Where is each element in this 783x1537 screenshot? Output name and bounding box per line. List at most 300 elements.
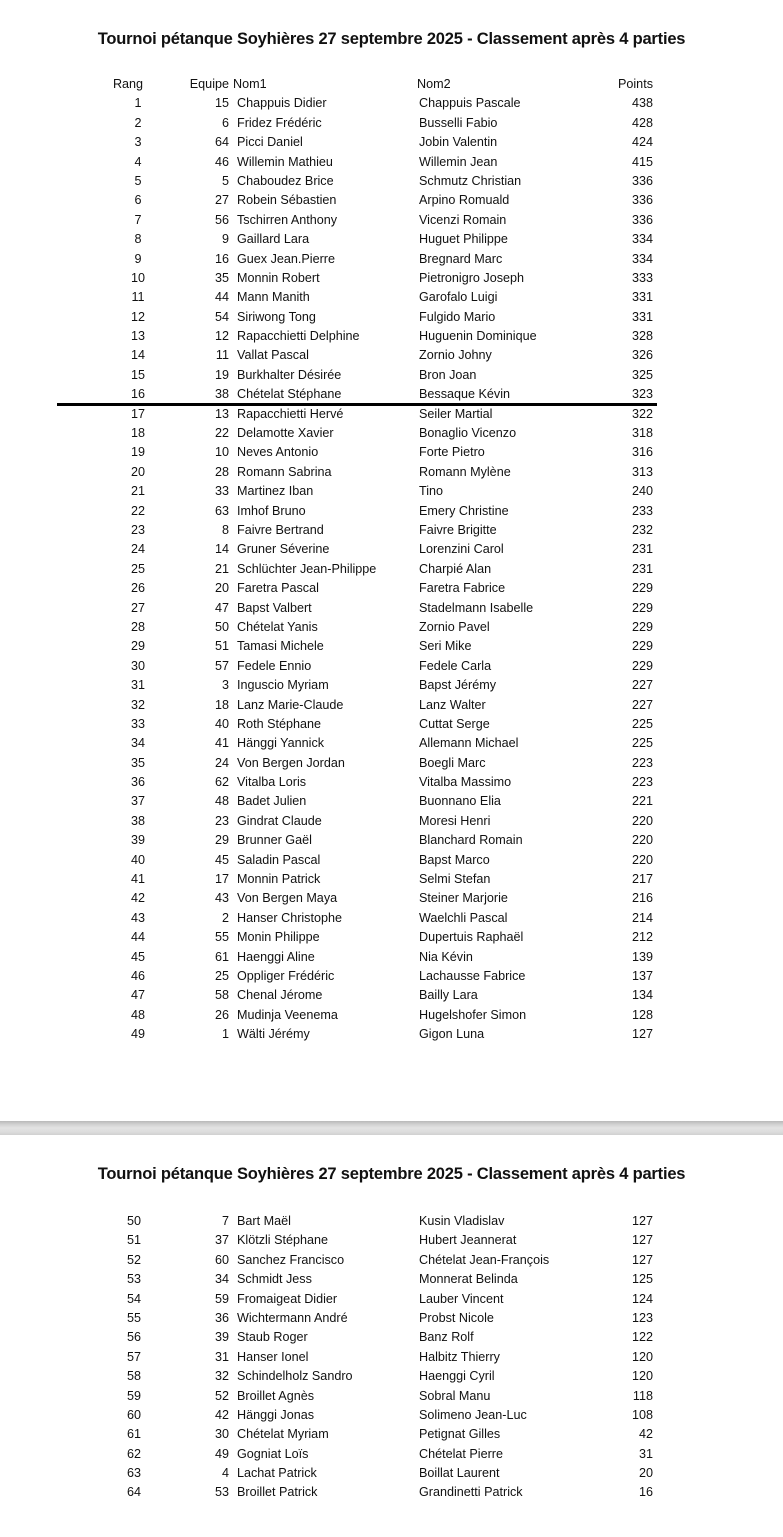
cell-rang: 5 [134,173,142,188]
cell-nom1: Klötzli Stéphane [237,1233,329,1248]
cell-equipe: 50 [214,619,229,634]
cell-nom1: Hänggi Jonas [237,1407,315,1422]
table-row [0,812,783,831]
cell-nom1: Vallat Pascal [237,348,309,363]
cell-nom2: Huguet Philippe [419,232,508,247]
cell-nom1: Chételat Yanis [237,619,318,634]
cell-nom1: Schlüchter Jean-Philippe [237,561,377,576]
cell-nom2: Bonaglio Vicenzo [419,426,517,441]
cell-nom1: Bart Maël [237,1214,291,1228]
cell-points: 108 [631,1407,653,1422]
cell-points: 424 [631,135,653,150]
cell-rang: 35 [130,755,145,770]
cell-equipe: 2 [221,910,229,925]
cell-nom1: Neves Antonio [237,445,319,460]
cell-points: 334 [631,232,653,247]
cell-nom1: Tschirren Anthony [237,212,338,227]
cell-rang: 46 [130,968,145,983]
cell-nom1: Brunner Gaël [237,833,312,848]
cell-equipe: 33 [214,484,229,499]
cell-nom1: Mann Manith [237,290,310,305]
cell-nom1: Inguscio Myriam [237,678,329,693]
cell-points: 127 [631,1027,653,1042]
cell-nom2: Schmutz Christian [419,173,522,188]
cell-points: 331 [631,290,653,305]
cell-nom2: Bessaque Kévin [419,387,511,402]
cell-nom1: Sanchez Francisco [237,1252,345,1267]
table-row [0,540,783,559]
cell-points: 326 [631,348,653,363]
cell-nom1: Fromaigeat Didier [237,1291,338,1306]
cell-equipe: 14 [214,542,229,557]
table-row [0,94,783,113]
cell-points: 120 [631,1369,653,1384]
cell-rang: 52 [126,1252,141,1267]
cell-rang: 2 [134,115,142,130]
cell-points: 220 [631,852,653,867]
cell-nom1: Delamotte Xavier [237,426,334,441]
table-row [0,1387,783,1406]
cell-equipe: 61 [214,949,229,964]
cell-rang: 41 [130,872,145,887]
cell-points: 125 [631,1272,653,1287]
cell-points: 229 [631,658,653,673]
cell-nom2: Forte Pietro [419,445,485,460]
cell-nom1: Hanser Christophe [237,910,342,925]
cell-rang: 63 [126,1466,141,1481]
cell-points: 31 [638,1446,653,1461]
cell-rang: 57 [126,1349,141,1364]
cell-rang: 12 [130,309,145,324]
table-row [0,1406,783,1425]
table-row [0,734,783,753]
table-row [0,599,783,618]
cell-equipe: 44 [214,290,229,305]
cell-nom2: Steiner Marjorie [419,891,508,906]
cell-rang: 39 [130,833,145,848]
cell-nom2: Seri Mike [419,639,472,654]
cell-points: 139 [631,949,653,964]
cell-nom1: Lanz Marie-Claude [237,697,344,712]
cell-points: 137 [631,968,653,983]
cell-nom1: Chaboudez Brice [237,173,334,188]
cell-nom2: Probst Nicole [419,1310,494,1325]
cell-points: 323 [631,387,653,402]
cell-equipe: 27 [214,193,229,208]
table-row [0,1425,783,1444]
cell-equipe: 10 [214,445,229,460]
page-break-separator [0,1121,783,1135]
cell-nom2: Chételat Pierre [419,1446,503,1461]
cell-rang: 1 [134,96,142,111]
cell-points: 231 [631,561,653,576]
cell-points: 122 [631,1330,653,1345]
cell-equipe: 37 [214,1233,229,1248]
cell-points: 331 [631,309,653,324]
cell-nom2: Faretra Fabrice [419,581,506,596]
table-row [0,114,783,133]
table-row [0,754,783,773]
table-row [0,715,783,734]
table-row [0,250,783,269]
cell-points: 232 [631,522,653,537]
table-row [0,889,783,908]
table-row [0,424,783,443]
cell-equipe: 5 [221,173,229,188]
cell-nom1: Chételat Stéphane [237,387,342,402]
cell-nom2: Garofalo Luigi [419,290,498,305]
cell-rang: 22 [130,503,145,518]
cell-points: 227 [631,678,653,693]
cell-equipe: 42 [214,1407,229,1422]
table-row [0,560,783,579]
cell-equipe: 60 [214,1252,229,1267]
cell-equipe: 1 [221,1027,229,1042]
cell-nom2: Chappuis Pascale [419,96,521,111]
cell-nom1: Wälti Jérémy [237,1027,310,1042]
table-body [0,1212,783,1503]
cell-rang: 61 [126,1427,141,1442]
cell-equipe: 64 [214,135,229,150]
ranking-table [0,75,783,1045]
cell-nom1: Schindelholz Sandro [237,1369,353,1384]
cell-points: 313 [631,464,653,479]
cell-rang: 26 [130,581,145,596]
cell-points: 322 [631,406,653,421]
cell-rang: 36 [130,775,145,790]
table-row [0,191,783,210]
cell-nom2: Allemann Michael [419,736,519,751]
cell-nom2: Banz Rolf [419,1330,474,1345]
cell-nom1: Gindrat Claude [237,813,322,828]
page-title: Tournoi pétanque Soyhières 27 septembre 2025 - Classement après 4 parties [97,1165,686,1183]
cell-nom1: Staub Roger [237,1330,308,1345]
cell-points: 220 [631,813,653,828]
cell-rang: 15 [130,367,145,382]
cell-nom2: Petignat Gilles [419,1427,501,1442]
table-row [0,637,783,656]
cell-points: 318 [631,426,653,441]
cell-nom2: Waelchli Pascal [419,910,508,925]
cell-equipe: 56 [214,212,229,227]
cell-nom1: Badet Julien [237,794,307,809]
cell-nom2: Hugelshofer Simon [419,1007,527,1022]
cell-nom1: Rapacchietti Delphine [237,329,360,344]
cell-rang: 48 [130,1007,145,1022]
cell-points: 120 [631,1349,653,1364]
table-row [0,366,783,385]
cell-nom1: Fridez Frédéric [237,115,322,130]
cell-points: 124 [631,1291,653,1306]
cell-nom1: Oppliger Frédéric [237,968,335,983]
cell-nom2: Boillat Laurent [419,1466,500,1481]
cell-rang: 20 [130,464,145,479]
cell-nom1: Lachat Patrick [237,1466,317,1481]
cell-points: 438 [631,96,653,111]
cell-equipe: 29 [214,833,229,848]
cell-rang: 49 [130,1027,145,1042]
cell-equipe: 46 [214,154,229,169]
cell-nom2: Bailly Lara [419,988,478,1003]
cell-nom2: Hubert Jeannerat [419,1233,517,1248]
cell-nom1: Gruner Séverine [237,542,330,557]
cell-rang: 21 [130,484,145,499]
cell-equipe: 45 [214,852,229,867]
cell-rang: 27 [130,600,145,615]
cell-points: 216 [631,891,653,906]
table-body [0,94,783,1044]
cell-points: 334 [631,251,653,266]
cell-nom2: Seiler Martial [419,406,493,421]
table-row [0,657,783,676]
table-row [0,327,783,346]
cell-equipe: 28 [214,464,229,479]
table-row [0,1483,783,1502]
cell-points: 123 [631,1310,653,1325]
cell-equipe: 16 [214,251,229,266]
cell-rang: 62 [126,1446,141,1461]
cell-points: 214 [631,910,653,925]
cell-rang: 59 [126,1388,141,1403]
cell-points: 333 [631,270,653,285]
table-row [0,696,783,715]
cell-nom1: Chételat Myriam [237,1427,329,1442]
cell-equipe: 9 [221,232,229,247]
cell-points: 20 [638,1466,653,1481]
cell-nom1: Roth Stéphane [237,716,322,731]
cell-nom2: Solimeno Jean-Luc [419,1407,527,1422]
cell-equipe: 23 [214,813,229,828]
cell-points: 221 [631,794,653,809]
cell-nom2: Kusin Vladislav [419,1214,505,1228]
table-row [0,1290,783,1309]
cell-equipe: 59 [214,1291,229,1306]
table-row [0,967,783,986]
cell-rang: 50 [126,1214,141,1228]
table-row [0,288,783,307]
table-row [0,463,783,482]
cell-rang: 4 [134,154,142,169]
cell-nom1: Mudinja Veenema [237,1007,338,1022]
cell-nom2: Jobin Valentin [419,135,498,150]
cell-rang: 38 [130,813,145,828]
cell-nom1: Monnin Patrick [237,872,321,887]
table-row [0,346,783,365]
cell-nom1: Imhof Bruno [237,503,306,518]
cell-nom2: Nia Kévin [419,949,473,964]
cell-points: 42 [638,1427,653,1442]
cell-nom1: Hänggi Yannick [237,736,325,751]
cell-nom1: Willemin Mathieu [237,154,333,169]
cell-equipe: 41 [214,736,229,751]
cell-rang: 43 [130,910,145,925]
cell-rang: 31 [130,678,145,693]
cell-nom2: Bron Joan [419,367,477,382]
table-row [0,928,783,947]
cell-nom2: Lorenzini Carol [419,542,504,557]
cell-equipe: 31 [214,1349,229,1364]
cell-equipe: 55 [214,930,229,945]
cell-nom2: Pietronigro Joseph [419,270,525,285]
cell-nom1: Bapst Valbert [237,600,312,615]
cell-points: 225 [631,716,653,731]
table-row [0,172,783,191]
cell-nom2: Arpino Romuald [419,193,510,208]
cell-nom1: Broillet Patrick [237,1485,318,1500]
table-row [0,521,783,540]
table-row [0,948,783,967]
cell-equipe: 62 [214,775,229,790]
cell-points: 217 [631,872,653,887]
cell-nom2: Gigon Luna [419,1027,485,1042]
cell-rang: 40 [130,852,145,867]
header-points: Points [617,77,653,91]
cell-points: 127 [631,1214,653,1228]
table-row [0,308,783,327]
cell-equipe: 38 [214,387,229,402]
cell-nom1: Monnin Robert [237,270,320,285]
cell-rang: 11 [131,290,145,305]
cell-nom2: Vicenzi Romain [419,212,507,227]
header-nom1: Nom1 [233,77,267,91]
table-row [0,211,783,230]
cell-equipe: 57 [214,658,229,673]
cell-points: 229 [631,619,653,634]
cell-nom2: Charpié Alan [419,561,492,576]
cell-rang: 30 [130,658,145,673]
cell-rang: 60 [126,1407,141,1422]
cell-nom1: Gogniat Loïs [237,1446,309,1461]
cell-rang: 10 [130,270,145,285]
cell-nom1: Siriwong Tong [237,309,316,324]
cell-equipe: 43 [214,891,229,906]
header-nom2: Nom2 [417,77,451,91]
cell-nom2: Romann Mylène [419,464,511,479]
cell-nom2: Huguenin Dominique [419,329,537,344]
table-row [0,1231,783,1250]
table-row [0,1025,783,1044]
cell-rang: 42 [130,891,145,906]
cell-points: 127 [631,1233,653,1248]
table-row [0,870,783,889]
cell-equipe: 6 [221,115,229,130]
cell-points: 134 [631,988,653,1003]
table-row [0,1367,783,1386]
cell-nom2: Haenggi Cyril [419,1369,495,1384]
cell-nom1: Schmidt Jess [237,1272,312,1287]
cell-nom1: Faretra Pascal [237,581,319,596]
cell-equipe: 40 [214,716,229,731]
table-row [0,1251,783,1270]
table-row [0,230,783,249]
table-row [0,1348,783,1367]
cell-rang: 33 [130,716,145,731]
cell-points: 225 [631,736,653,751]
cell-nom2: Fulgido Mario [419,309,496,324]
cell-nom2: Halbitz Thierry [419,1349,500,1364]
cell-rang: 25 [130,561,145,576]
table-row [0,405,783,424]
cell-points: 336 [631,193,653,208]
cell-equipe: 19 [214,367,229,382]
cell-rang: 45 [130,949,145,964]
cell-nom1: Fedele Ennio [237,658,312,673]
cell-rang: 28 [130,619,145,634]
cell-equipe: 52 [214,1388,229,1403]
table-row [0,443,783,462]
cell-points: 128 [631,1007,653,1022]
cell-points: 223 [631,775,653,790]
cell-equipe: 22 [214,426,229,441]
cell-rang: 47 [130,988,145,1003]
cell-equipe: 13 [214,406,229,421]
cell-rang: 53 [126,1272,141,1287]
cell-nom2: Cuttat Serge [419,716,490,731]
cell-nom2: Faivre Brigitte [419,522,497,537]
cell-rang: 37 [130,794,145,809]
cell-points: 233 [631,503,653,518]
table-row [0,1006,783,1025]
cell-equipe: 8 [221,522,229,537]
cell-rang: 51 [126,1233,141,1248]
cell-nom1: Chappuis Didier [237,96,327,111]
cell-rang: 14 [130,348,145,363]
table-row [0,773,783,792]
cell-equipe: 63 [214,503,229,518]
cell-points: 227 [631,697,653,712]
cell-points: 212 [631,930,653,945]
table-header-row [0,75,783,94]
table-row [0,1445,783,1464]
table-row [0,1212,783,1231]
cell-equipe: 15 [214,96,229,111]
table-row [0,482,783,501]
cell-nom2: Vitalba Massimo [419,775,512,790]
cell-nom2: Moresi Henri [419,813,491,828]
page-2 [0,1135,783,1537]
cell-nom2: Emery Christine [419,503,509,518]
cell-equipe: 11 [215,348,229,363]
cell-points: 229 [631,639,653,654]
cell-equipe: 3 [221,678,229,693]
cell-equipe: 49 [214,1446,229,1461]
cell-equipe: 53 [214,1485,229,1500]
table-row [0,986,783,1005]
cell-rang: 34 [130,736,145,751]
cell-equipe: 36 [214,1310,229,1325]
cell-nom1: Saladin Pascal [237,852,321,867]
cell-points: 229 [631,600,653,615]
cell-nom1: Monin Philippe [237,930,320,945]
cell-nom2: Grandinetti Patrick [419,1485,523,1500]
cell-nom1: Picci Daniel [237,135,303,150]
cell-rang: 9 [134,251,142,266]
cell-points: 316 [631,445,653,460]
cell-points: 415 [631,154,653,169]
table-row [0,1328,783,1347]
cell-nom1: Von Bergen Maya [237,891,338,906]
cell-equipe: 18 [214,697,229,712]
qualification-cutoff-line [57,403,657,406]
table-row [0,579,783,598]
cell-rang: 54 [126,1291,141,1306]
cell-equipe: 47 [214,600,229,615]
cell-nom1: Robein Sébastien [237,193,337,208]
cell-nom2: Monnerat Belinda [419,1272,518,1287]
table-row [0,269,783,288]
cell-nom2: Lanz Walter [419,697,486,712]
cell-nom1: Burkhalter Désirée [237,367,342,382]
